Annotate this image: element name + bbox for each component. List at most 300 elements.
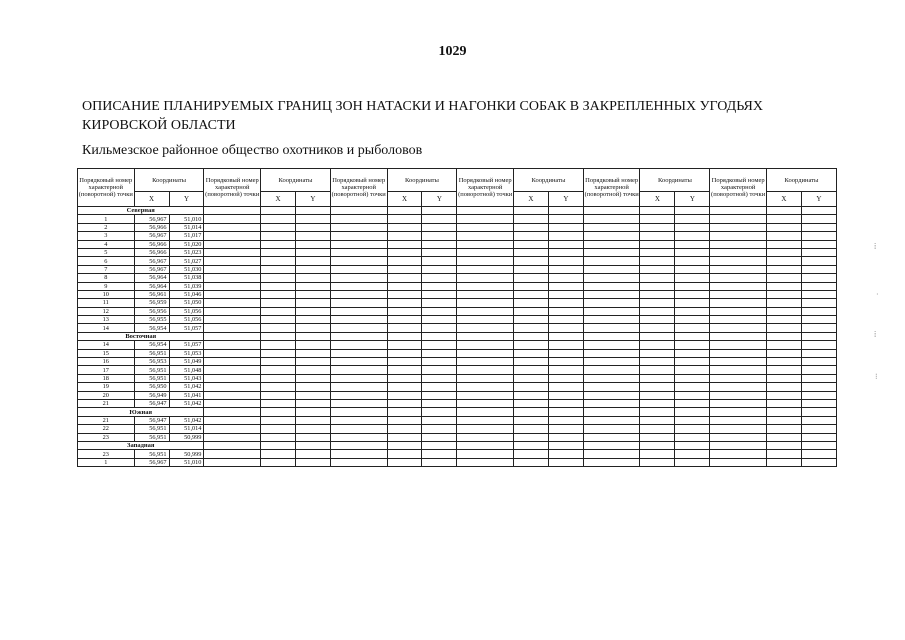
header-x: X — [640, 192, 675, 207]
coord-x: 56,966 — [134, 240, 169, 248]
empty-cell — [261, 399, 296, 407]
coord-y: 51,020 — [169, 240, 204, 248]
empty-cell — [801, 299, 836, 307]
empty-cell — [583, 374, 640, 382]
section-row — [78, 332, 837, 340]
empty-cell — [675, 374, 710, 382]
empty-cell — [422, 399, 457, 407]
coord-y: 51,049 — [169, 358, 204, 366]
empty-cell — [295, 450, 330, 458]
coord-x: 56,953 — [134, 358, 169, 366]
coord-x: 56,951 — [134, 425, 169, 433]
empty-cell — [766, 307, 801, 315]
coord-y: 51,014 — [169, 223, 204, 231]
empty-cell — [330, 441, 387, 449]
header-coordinates: Координаты — [766, 169, 836, 192]
empty-cell — [457, 257, 514, 265]
coord-x: 56,959 — [134, 299, 169, 307]
document-subheading: Кильмезское районное общество охотников и рыболовов — [82, 143, 423, 158]
empty-cell — [457, 450, 514, 458]
empty-cell — [204, 274, 261, 282]
coord-x: 56,951 — [134, 374, 169, 382]
empty-cell — [295, 425, 330, 433]
coord-x: 56,956 — [134, 307, 169, 315]
empty-cell — [204, 332, 261, 340]
empty-cell — [457, 290, 514, 298]
empty-cell — [801, 425, 836, 433]
coord-y: 51,046 — [169, 290, 204, 298]
empty-cell — [710, 450, 767, 458]
table-row — [78, 391, 837, 399]
empty-cell — [204, 232, 261, 240]
empty-cell — [583, 441, 640, 449]
empty-cell — [513, 274, 548, 282]
empty-cell — [513, 257, 548, 265]
empty-cell — [295, 248, 330, 256]
empty-cell — [675, 450, 710, 458]
empty-cell — [204, 207, 261, 215]
empty-cell — [513, 425, 548, 433]
empty-cell — [295, 383, 330, 391]
empty-cell — [422, 215, 457, 223]
empty-cell — [422, 374, 457, 382]
empty-cell — [710, 383, 767, 391]
empty-cell — [766, 257, 801, 265]
empty-cell — [766, 207, 801, 215]
coord-y: 50,999 — [169, 433, 204, 441]
empty-cell — [204, 265, 261, 273]
point-number: 11 — [78, 299, 135, 307]
empty-cell — [548, 207, 583, 215]
empty-cell — [640, 324, 675, 332]
empty-cell — [457, 232, 514, 240]
empty-cell — [640, 257, 675, 265]
table-row — [78, 223, 837, 231]
empty-cell — [513, 458, 548, 466]
empty-cell — [766, 248, 801, 256]
empty-cell — [710, 282, 767, 290]
empty-cell — [710, 408, 767, 416]
empty-cell — [583, 257, 640, 265]
empty-cell — [710, 341, 767, 349]
empty-cell — [583, 399, 640, 407]
empty-cell — [513, 416, 548, 424]
empty-cell — [387, 265, 422, 273]
empty-cell — [295, 349, 330, 357]
empty-cell — [513, 316, 548, 324]
empty-cell — [766, 265, 801, 273]
empty-cell — [548, 316, 583, 324]
coord-y: 51,057 — [169, 324, 204, 332]
empty-cell — [675, 290, 710, 298]
empty-cell — [422, 207, 457, 215]
empty-cell — [387, 441, 422, 449]
point-number: 15 — [78, 349, 135, 357]
empty-cell — [675, 408, 710, 416]
table-row — [78, 299, 837, 307]
empty-cell — [295, 416, 330, 424]
empty-cell — [710, 207, 767, 215]
empty-cell — [204, 433, 261, 441]
empty-cell — [766, 341, 801, 349]
table-header — [78, 169, 837, 207]
empty-cell — [261, 274, 296, 282]
empty-cell — [387, 366, 422, 374]
empty-cell — [204, 441, 261, 449]
empty-cell — [801, 441, 836, 449]
empty-cell — [513, 391, 548, 399]
empty-cell — [640, 425, 675, 433]
point-number: 10 — [78, 290, 135, 298]
empty-cell — [675, 307, 710, 315]
empty-cell — [640, 223, 675, 231]
empty-cell — [330, 307, 387, 315]
empty-cell — [640, 374, 675, 382]
empty-cell — [548, 274, 583, 282]
empty-cell — [548, 307, 583, 315]
empty-cell — [387, 248, 422, 256]
coord-y: 51,014 — [169, 425, 204, 433]
empty-cell — [710, 223, 767, 231]
empty-cell — [457, 383, 514, 391]
header-x: X — [513, 192, 548, 207]
header-point-number: Порядковый номер характерной (поворотной) точки — [710, 169, 767, 207]
empty-cell — [387, 358, 422, 366]
empty-cell — [261, 307, 296, 315]
coord-x: 56,951 — [134, 450, 169, 458]
empty-cell — [261, 265, 296, 273]
empty-cell — [295, 290, 330, 298]
empty-cell — [387, 290, 422, 298]
empty-cell — [675, 316, 710, 324]
empty-cell — [457, 223, 514, 231]
empty-cell — [330, 349, 387, 357]
table-row — [78, 416, 837, 424]
empty-cell — [422, 358, 457, 366]
empty-cell — [295, 215, 330, 223]
empty-cell — [583, 290, 640, 298]
scan-mark: ⁝ — [875, 372, 878, 381]
empty-cell — [330, 299, 387, 307]
empty-cell — [583, 307, 640, 315]
empty-cell — [204, 425, 261, 433]
coord-y: 51,039 — [169, 282, 204, 290]
table-row — [78, 458, 837, 466]
empty-cell — [330, 332, 387, 340]
empty-cell — [710, 215, 767, 223]
empty-cell — [457, 207, 514, 215]
empty-cell — [801, 282, 836, 290]
empty-cell — [710, 307, 767, 315]
point-number: 1 — [78, 215, 135, 223]
empty-cell — [675, 232, 710, 240]
empty-cell — [261, 383, 296, 391]
empty-cell — [422, 324, 457, 332]
empty-cell — [422, 232, 457, 240]
empty-cell — [422, 299, 457, 307]
empty-cell — [640, 232, 675, 240]
empty-cell — [548, 416, 583, 424]
empty-cell — [766, 215, 801, 223]
empty-cell — [295, 399, 330, 407]
empty-cell — [640, 366, 675, 374]
empty-cell — [801, 248, 836, 256]
coord-y: 51,056 — [169, 316, 204, 324]
empty-cell — [710, 240, 767, 248]
empty-cell — [261, 416, 296, 424]
empty-cell — [710, 265, 767, 273]
empty-cell — [583, 223, 640, 231]
empty-cell — [766, 324, 801, 332]
empty-cell — [513, 374, 548, 382]
coord-x: 56,967 — [134, 232, 169, 240]
empty-cell — [583, 274, 640, 282]
empty-cell — [295, 408, 330, 416]
empty-cell — [710, 332, 767, 340]
section-name: Южная — [78, 408, 204, 416]
empty-cell — [457, 399, 514, 407]
coord-x: 56,967 — [134, 265, 169, 273]
empty-cell — [583, 215, 640, 223]
empty-cell — [513, 282, 548, 290]
empty-cell — [548, 450, 583, 458]
table-row — [78, 366, 837, 374]
empty-cell — [261, 441, 296, 449]
empty-cell — [387, 223, 422, 231]
empty-cell — [710, 232, 767, 240]
empty-cell — [387, 282, 422, 290]
empty-cell — [801, 383, 836, 391]
coord-x: 56,954 — [134, 324, 169, 332]
empty-cell — [422, 458, 457, 466]
table-row — [78, 374, 837, 382]
empty-cell — [330, 274, 387, 282]
empty-cell — [422, 450, 457, 458]
coord-x: 56,961 — [134, 290, 169, 298]
empty-cell — [766, 433, 801, 441]
coord-x: 56,947 — [134, 416, 169, 424]
empty-cell — [513, 290, 548, 298]
empty-cell — [766, 366, 801, 374]
coord-y: 51,053 — [169, 349, 204, 357]
header-x: X — [261, 192, 296, 207]
empty-cell — [710, 391, 767, 399]
empty-cell — [675, 441, 710, 449]
empty-cell — [583, 366, 640, 374]
empty-cell — [422, 441, 457, 449]
empty-cell — [548, 349, 583, 357]
empty-cell — [640, 391, 675, 399]
header-x: X — [387, 192, 422, 207]
empty-cell — [422, 416, 457, 424]
section-row — [78, 207, 837, 215]
empty-cell — [422, 240, 457, 248]
point-number: 23 — [78, 450, 135, 458]
point-number: 23 — [78, 433, 135, 441]
empty-cell — [295, 265, 330, 273]
empty-cell — [548, 265, 583, 273]
empty-cell — [640, 450, 675, 458]
empty-cell — [422, 223, 457, 231]
empty-cell — [640, 383, 675, 391]
empty-cell — [330, 374, 387, 382]
empty-cell — [801, 433, 836, 441]
empty-cell — [710, 441, 767, 449]
table-row — [78, 316, 837, 324]
table-row — [78, 307, 837, 315]
section-name: Северная — [78, 207, 204, 215]
empty-cell — [295, 441, 330, 449]
empty-cell — [295, 207, 330, 215]
table-row — [78, 274, 837, 282]
empty-cell — [766, 425, 801, 433]
empty-cell — [583, 282, 640, 290]
empty-cell — [387, 257, 422, 265]
empty-cell — [457, 282, 514, 290]
empty-cell — [548, 408, 583, 416]
coord-x: 56,964 — [134, 274, 169, 282]
empty-cell — [766, 408, 801, 416]
empty-cell — [675, 207, 710, 215]
empty-cell — [387, 458, 422, 466]
empty-cell — [548, 332, 583, 340]
empty-cell — [766, 450, 801, 458]
coord-y: 51,042 — [169, 399, 204, 407]
header-coordinates: Координаты — [261, 169, 331, 192]
coord-x: 56,964 — [134, 282, 169, 290]
empty-cell — [422, 307, 457, 315]
table-row — [78, 282, 837, 290]
empty-cell — [801, 215, 836, 223]
coord-x: 56,951 — [134, 433, 169, 441]
empty-cell — [801, 341, 836, 349]
empty-cell — [204, 299, 261, 307]
empty-cell — [766, 232, 801, 240]
empty-cell — [457, 248, 514, 256]
empty-cell — [640, 416, 675, 424]
empty-cell — [548, 441, 583, 449]
table-row — [78, 290, 837, 298]
empty-cell — [204, 399, 261, 407]
empty-cell — [261, 248, 296, 256]
empty-cell — [675, 433, 710, 441]
point-number: 12 — [78, 307, 135, 315]
empty-cell — [766, 374, 801, 382]
table-row — [78, 324, 837, 332]
empty-cell — [710, 433, 767, 441]
empty-cell — [583, 450, 640, 458]
point-number: 16 — [78, 358, 135, 366]
empty-cell — [801, 391, 836, 399]
empty-cell — [295, 366, 330, 374]
empty-cell — [583, 425, 640, 433]
empty-cell — [548, 383, 583, 391]
empty-cell — [640, 408, 675, 416]
empty-cell — [548, 358, 583, 366]
empty-cell — [583, 383, 640, 391]
empty-cell — [710, 425, 767, 433]
empty-cell — [330, 408, 387, 416]
empty-cell — [766, 358, 801, 366]
table-body — [78, 207, 837, 467]
empty-cell — [330, 248, 387, 256]
empty-cell — [675, 265, 710, 273]
empty-cell — [295, 391, 330, 399]
empty-cell — [640, 274, 675, 282]
coord-y: 51,050 — [169, 299, 204, 307]
empty-cell — [457, 299, 514, 307]
empty-cell — [387, 433, 422, 441]
empty-cell — [330, 232, 387, 240]
empty-cell — [457, 425, 514, 433]
empty-cell — [710, 349, 767, 357]
empty-cell — [548, 324, 583, 332]
header-y: Y — [422, 192, 457, 207]
empty-cell — [261, 324, 296, 332]
empty-cell — [295, 299, 330, 307]
empty-cell — [640, 290, 675, 298]
empty-cell — [583, 416, 640, 424]
empty-cell — [640, 349, 675, 357]
empty-cell — [583, 248, 640, 256]
empty-cell — [583, 232, 640, 240]
empty-cell — [422, 274, 457, 282]
empty-cell — [204, 341, 261, 349]
empty-cell — [640, 265, 675, 273]
empty-cell — [330, 433, 387, 441]
header-coordinates: Координаты — [640, 169, 710, 192]
empty-cell — [330, 257, 387, 265]
empty-cell — [513, 441, 548, 449]
empty-cell — [801, 307, 836, 315]
empty-cell — [204, 307, 261, 315]
empty-cell — [295, 458, 330, 466]
coord-y: 51,041 — [169, 391, 204, 399]
table-row — [78, 349, 837, 357]
empty-cell — [548, 433, 583, 441]
empty-cell — [640, 316, 675, 324]
header-y: Y — [295, 192, 330, 207]
empty-cell — [766, 290, 801, 298]
empty-cell — [387, 399, 422, 407]
section-name: Западная — [78, 441, 204, 449]
empty-cell — [675, 274, 710, 282]
coord-y: 50,999 — [169, 450, 204, 458]
empty-cell — [583, 265, 640, 273]
empty-cell — [204, 374, 261, 382]
empty-cell — [766, 383, 801, 391]
empty-cell — [387, 316, 422, 324]
empty-cell — [513, 358, 548, 366]
empty-cell — [640, 332, 675, 340]
empty-cell — [457, 240, 514, 248]
coord-y: 51,010 — [169, 215, 204, 223]
empty-cell — [675, 391, 710, 399]
empty-cell — [261, 349, 296, 357]
empty-cell — [457, 215, 514, 223]
empty-cell — [422, 425, 457, 433]
empty-cell — [422, 349, 457, 357]
empty-cell — [457, 274, 514, 282]
empty-cell — [675, 215, 710, 223]
point-number: 9 — [78, 282, 135, 290]
empty-cell — [330, 416, 387, 424]
empty-cell — [710, 324, 767, 332]
empty-cell — [513, 349, 548, 357]
coord-y: 51,030 — [169, 265, 204, 273]
empty-cell — [422, 332, 457, 340]
empty-cell — [295, 332, 330, 340]
